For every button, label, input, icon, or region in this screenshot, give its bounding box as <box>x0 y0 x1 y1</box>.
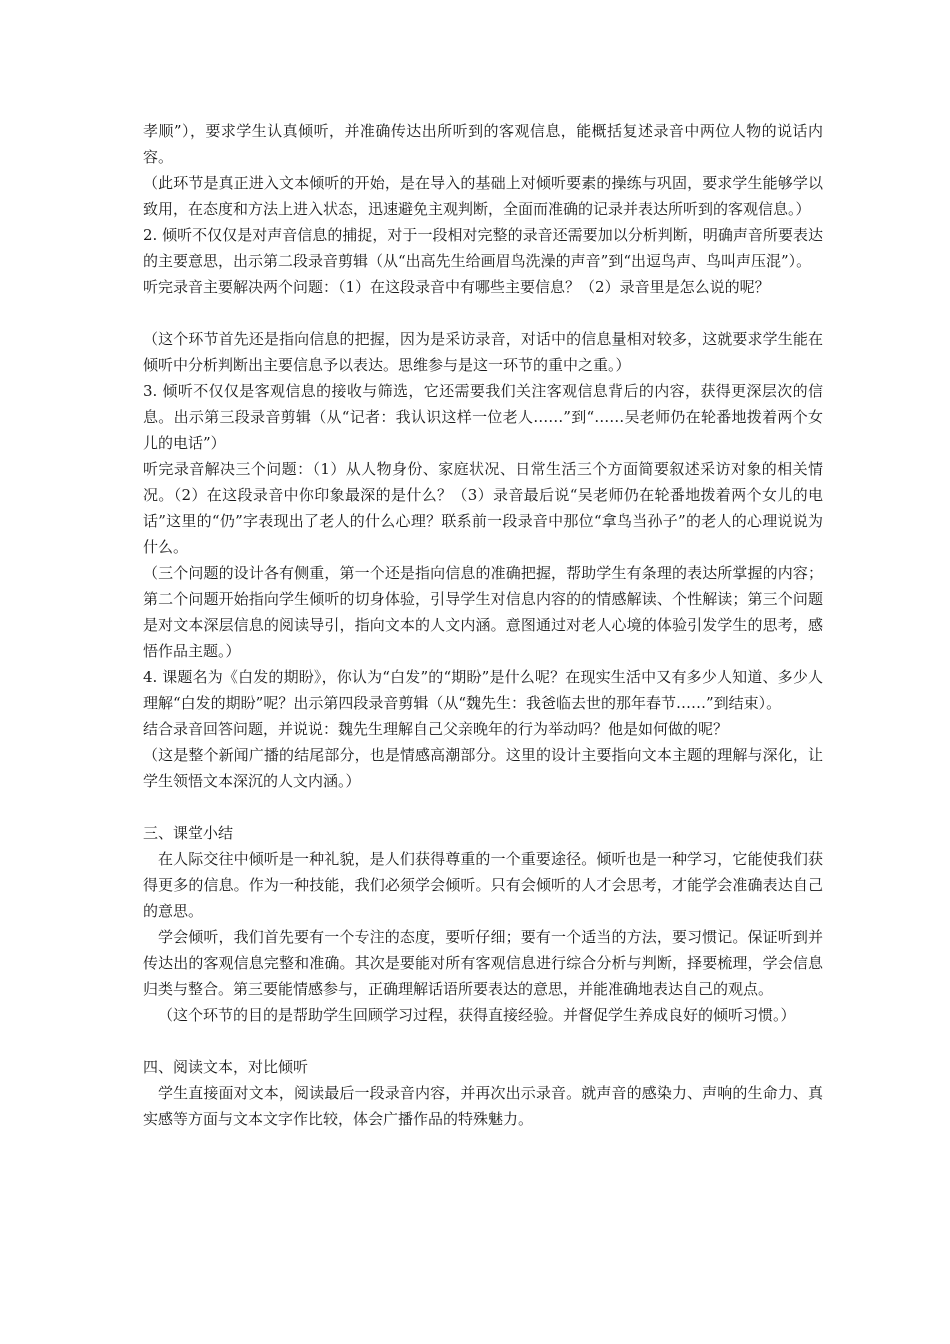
paragraph-p10: 结合录音回答问题，并说说：魏先生理解自己父亲晚年的行为举动吗？他是如何做的呢？ <box>143 720 729 738</box>
document-page <box>143 118 823 1132</box>
paragraph-p6: 3. 倾听不仅仅是客观信息的接收与筛选，它还需要我们关注客观信息背后的内容，获得更深层次的信息。出示第三段录音剪辑（从“记者：我认识这样一位老人……”到“……吴老师仍在轮番地拨着两个女儿的电话”） <box>143 382 823 452</box>
summary-paragraph-1: 在人际交往中倾听是一种礼貌，是人们获得尊重的一个重要途径。倾听也是一种学习，它能使我们获得更多的信息。作为一种技能，我们必须学会倾听。只有会倾听的人才会思考，才能学会准确表达自己的意思。 <box>143 850 823 920</box>
spacer <box>143 1028 823 1054</box>
summary-paragraph-2: 学会倾听，我们首先要有一个专注的态度，要听仔细；要有一个适当的方法，要习惯记。保证听到并传达出的客观信息完整和准确。其次是要能对所有客观信息进行综合分析与判断，择要梳理，学会信息归类与整合。第三要能情感参与，正确理解话语所要表达的意思，并能准确地表达自己的观点。 <box>143 928 823 998</box>
spacer <box>143 300 823 326</box>
paragraph-p4: 听完录音主要解决两个问题：（1）在这段录音中有哪些主要信息？（2）录音里是怎么说的呢？ <box>143 278 770 296</box>
reading-paragraph-1: 学生直接面对文本，阅读最后一段录音内容，并再次出示录音。就声音的感染力、声响的生命力、真实感等方面与文本文字作比较，体会广播作品的特殊魅力。 <box>143 1084 823 1128</box>
paragraph-p3: 2. 倾听不仅仅是对声音信息的捕捉，对于一段相对完整的录音还需要加以分析判断，明确声音所要表达的主要意思，出示第二段录音剪辑（从“出高先生给画眉鸟洗澡的声音”到“出逗鸟声、鸟叫声压混”）。 <box>143 226 823 270</box>
spacer <box>143 794 823 820</box>
paragraph-p8: （三个问题的设计各有侧重，第一个还是指向信息的准确把握，帮助学生有条理的表达所掌握的内容；第二个问题开始指向学生倾听的切身体验，引导学生对信息内容的的情感解读、个性解读；第三个问题是对文本深层信息的阅读导引，指向文本的人文内涵。意图通过对老人心境的体验引发学生的思考，感悟作品主题。） <box>143 564 823 660</box>
summary-paragraph-3: （这个环节的目的是帮助学生回顾学习过程，获得直接经验。并督促学生养成良好的倾听习惯。） <box>158 1006 796 1024</box>
paragraph-p1: 孝顺”），要求学生认真倾听，并准确传达出所听到的客观信息，能概括复述录音中两位人物的说话内容。 <box>143 122 823 166</box>
paragraph-p2: （此环节是真正进入文本倾听的开始，是在导入的基础上对倾听要素的操练与巩固，要求学生能够学以致用，在态度和方法上进入状态，迅速避免主观判断，全面而准确的记录并表达所听到的客观信息。） <box>143 174 823 218</box>
section-heading-summary: 三、课堂小结 <box>143 824 234 842</box>
section-heading-reading: 四、阅读文本，对比倾听 <box>143 1058 309 1076</box>
paragraph-p5: （这个环节首先还是指向信息的把握，因为是采访录音，对话中的信息量相对较多，这就要求学生能在倾听中分析判断出主要信息予以表达。思维参与是这一环节的重中之重。） <box>143 330 823 374</box>
paragraph-p7: 听完录音解决三个问题：（1）从人物身份、家庭状况、日常生活三个方面简要叙述采访对象的相关情况。（2）在这段录音中你印象最深的是什么？（3）录音最后说“吴老师仍在轮番地拨着两个女儿的电话”这里的“仍”字表现出了老人的什么心理？联系前一段录音中那位“拿鸟当孙子”的老人的心理说说为什么。 <box>143 460 823 556</box>
paragraph-p11: （这是整个新闻广播的结尾部分，也是情感高潮部分。这里的设计主要指向文本主题的理解与深化，让学生领悟文本深沉的人文内涵。） <box>143 746 823 790</box>
paragraph-p9: 4. 课题名为《白发的期盼》，你认为“白发”的“期盼”是什么呢？在现实生活中又有多少人知道、多少人理解“白发的期盼”呢？出示第四段录音剪辑（从“魏先生：我爸临去世的那年春节……”到结束）。 <box>143 668 823 712</box>
